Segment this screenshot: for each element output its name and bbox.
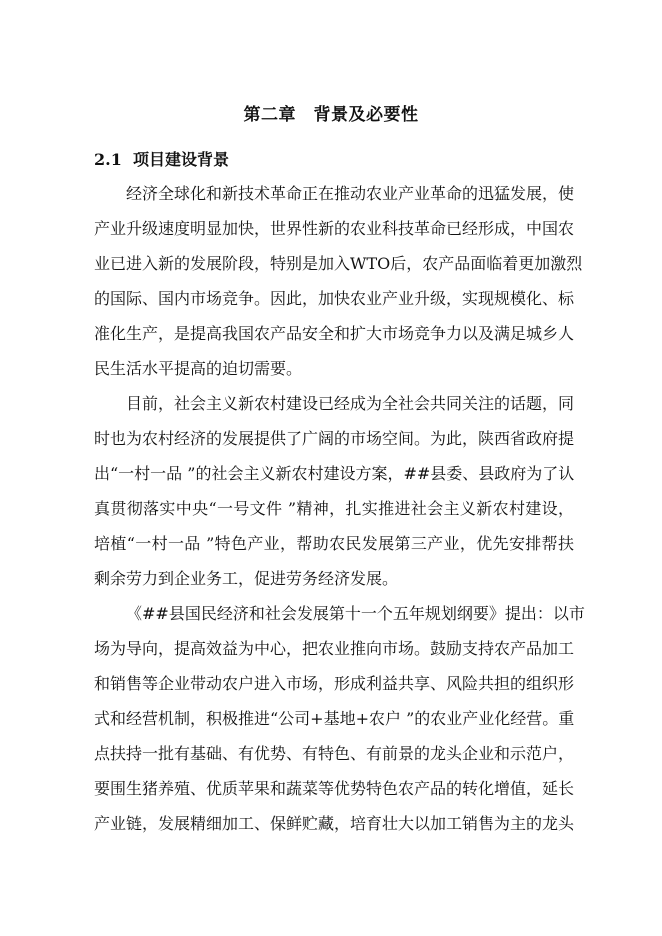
paragraph-line: 和销售等企业带动农户进入市场，形成利益共享、风险共担的组织形 <box>94 674 575 693</box>
chapter-title: 第二章 背景及必要性 <box>243 105 419 125</box>
paragraph-line: 时也为农村经济的发展提供了广阔的市场空间。为此，陕西省政府提 <box>94 429 575 448</box>
paragraph-line: 场为导向，提高效益为中心，把农业推向市场。鼓励支持农产品加工 <box>94 639 575 658</box>
paragraph-line: 培植“一村一品 ”特色产业，帮助农民发展第三产业，优先安排帮扶 <box>94 534 574 553</box>
paragraph-line: 点扶持一批有基础、有优势、有特色、有前景的龙头企业和示范户， <box>94 744 575 763</box>
paragraph-line: 剩余劳力到企业务工，促进劳务经济发展。 <box>94 569 399 588</box>
paragraph-line: 真贯彻落实中央“一号文件 ”精神，扎实推进社会主义新农村建设， <box>94 499 574 518</box>
paragraph-line: 业已进入新的发展阶段，特别是加入WTO后，农产品面临着更加激烈 <box>94 254 583 273</box>
paragraph-line: 产业升级速度明显加快，世界性新的农业科技革命已经形成，中国农 <box>94 219 575 238</box>
paragraph-new-countryside <box>94 386 574 596</box>
paragraph-line: 目前，社会主义新农村建设已经成为全社会共同关注的话题，同 <box>126 394 575 413</box>
paragraph-line: 要围生猪养殖、优质苹果和蔬菜等优势特色农产品的转化增值，延长 <box>94 779 575 798</box>
paragraph-line: 的国际、国内市场竞争。因此，加快农业产业升级，实现规模化、标 <box>94 289 575 308</box>
paragraph-line: 《##县国民经济和社会发展第十一个五年规划纲要》提出：以市 <box>126 604 585 623</box>
paragraph-line: 民生活水平提高的迫切需要。 <box>94 359 303 378</box>
paragraph-economic-globalization <box>94 176 583 386</box>
paragraph-line: 经济全球化和新技术革命正在推动农业产业革命的迅猛发展，使 <box>126 184 575 203</box>
paragraph-line: 产业链，发展精细加工、保鲜贮藏，培育壮大以加工销售为主的龙头 <box>94 814 575 833</box>
paragraph-line: 式和经营机制，积极推进“公司+基地+农户 ”的农业产业化经营。重 <box>94 709 575 728</box>
paragraph-five-year-plan <box>94 596 585 841</box>
paragraph-line: 准化生产，是提高我国农产品安全和扩大市场竞争力以及满足城乡人 <box>94 324 575 343</box>
paragraph-line: 出“一村一品 ”的社会主义新农村建设方案，##县委、县政府为了认 <box>94 464 575 483</box>
section-heading: 2.1 项目建设背景 <box>94 150 229 169</box>
